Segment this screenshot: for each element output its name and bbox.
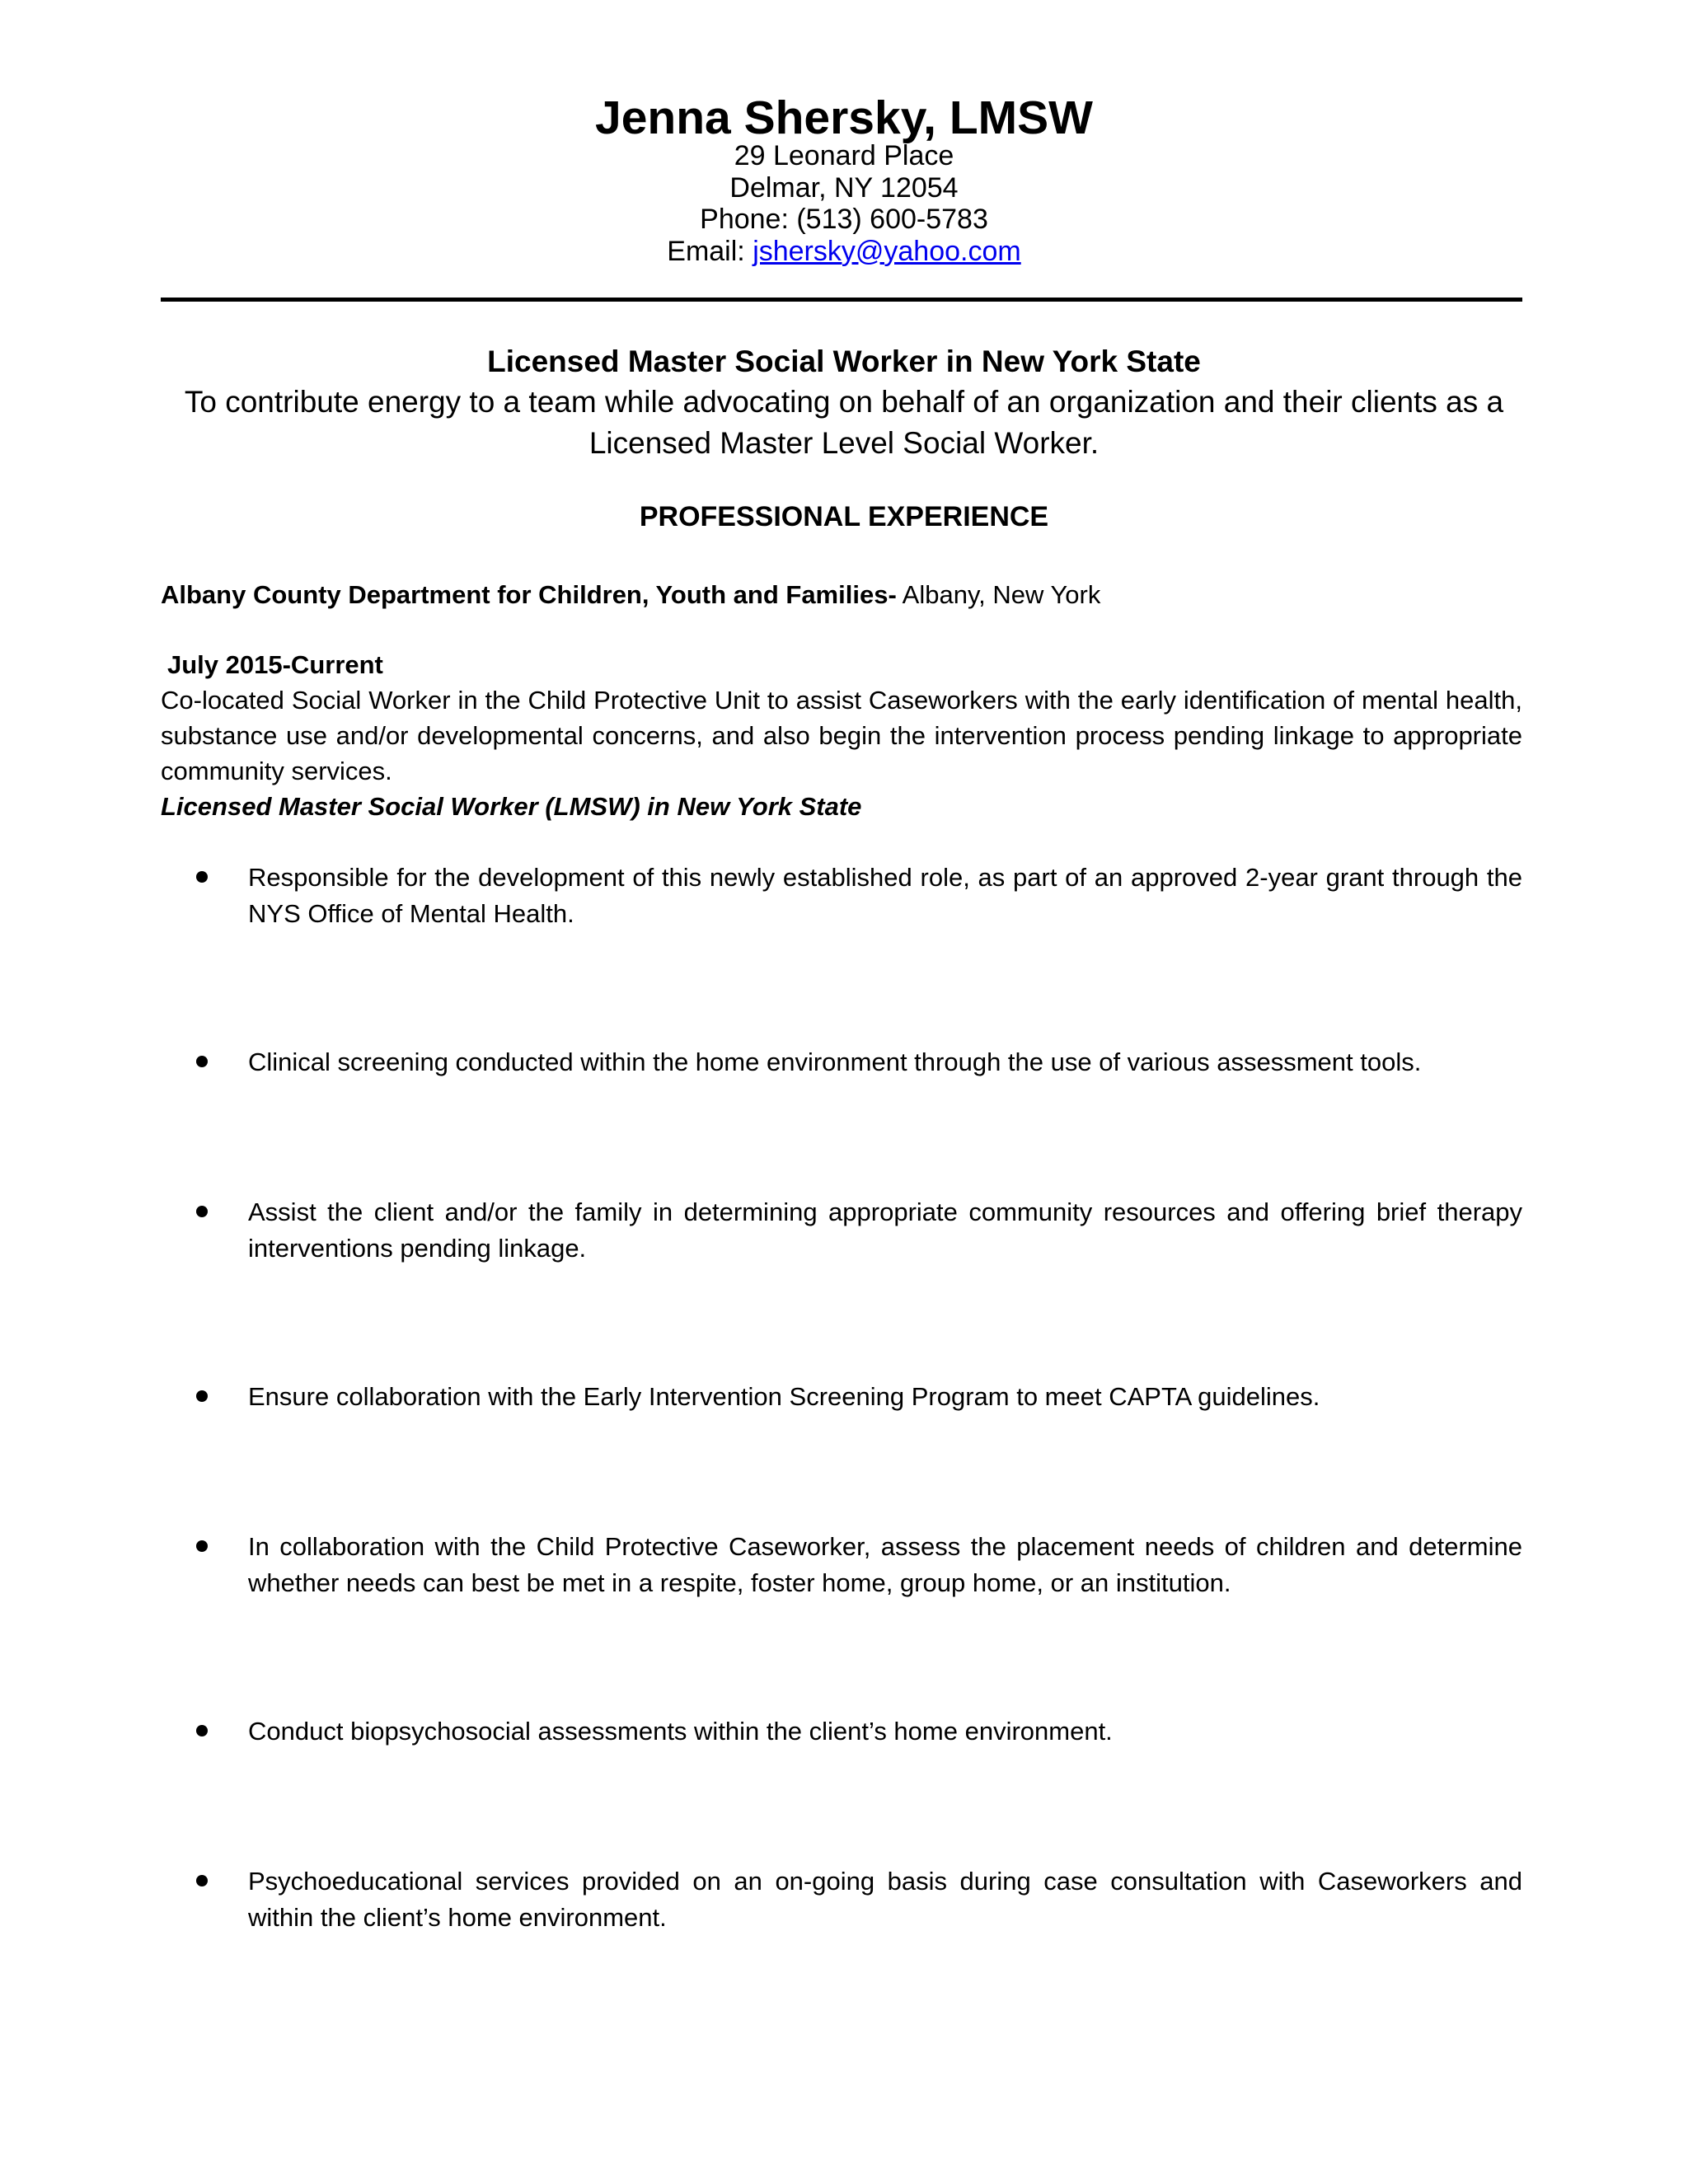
email-line bbox=[0, 236, 1688, 268]
bullet-text: Responsible for the development of this newly established role, as part of an approved 2-year grant through the NYS Office of Mental Health. bbox=[248, 863, 1522, 928]
bullet-icon bbox=[196, 1390, 208, 1402]
contact-block bbox=[0, 140, 1688, 267]
candidate-name: Jenna Shersky, LMSW bbox=[595, 91, 1093, 144]
bullet-text: In collaboration with the Child Protective Caseworker, assess the placement needs of children and determine whether needs can best be met in a respite, foster home, group home, or an institution. bbox=[248, 1532, 1522, 1597]
bullet-icon bbox=[196, 1206, 208, 1217]
address-line-1: 29 Leonard Place bbox=[734, 140, 954, 171]
bullet-icon bbox=[196, 1056, 208, 1067]
bullet-text: Psychoeducational services provided on an on-going basis during case consultation with Caseworkers and within the client’s home environment. bbox=[248, 1867, 1522, 1932]
employer-location: Albany, New York bbox=[896, 580, 1101, 609]
email-label: Email: bbox=[667, 235, 753, 267]
bullet-icon bbox=[196, 1725, 208, 1736]
phone-line: Phone: (513) 600-5783 bbox=[700, 204, 988, 235]
job-role: Licensed Master Social Worker (LMSW) in New York State bbox=[161, 792, 862, 821]
employer-name: Albany County Department for Children, Youth and Families- bbox=[161, 580, 897, 609]
bullet-text: Ensure collaboration with the Early Intervention Screening Program to meet CAPTA guidelines. bbox=[248, 1382, 1320, 1411]
objective-text: To contribute energy to a team while advocating on behalf of an organization and their clients as a Licensed Master Level Social Worker. bbox=[184, 385, 1504, 460]
objective-statement bbox=[0, 382, 1688, 464]
bullet-text: Assist the client and/or the family in determining appropriate community resources and offering brief therapy interventions pending linkage. bbox=[248, 1197, 1522, 1263]
bullet-icon bbox=[196, 1875, 208, 1886]
address-line-2: Delmar, NY 12054 bbox=[729, 171, 959, 204]
bullet-icon bbox=[196, 1540, 208, 1552]
license-title: Licensed Master Social Worker in New York State bbox=[487, 344, 1201, 378]
email-link[interactable]: jshersky@yahoo.com bbox=[753, 235, 1021, 267]
bullet-icon bbox=[196, 871, 208, 883]
header-divider bbox=[161, 298, 1522, 302]
job-summary: Co-located Social Worker in the Child Protective Unit to assist Caseworkers with the early identification of mental health, substance use and/or developmental concerns, and also begin the intervention process pending linkage to appropriate community services. bbox=[161, 686, 1522, 785]
bullet-text: Clinical screening conducted within the home environment through the use of various assessment tools. bbox=[248, 1047, 1422, 1076]
employer-line bbox=[161, 577, 1100, 613]
bullet-text: Conduct biopsychosocial assessments within the client’s home environment. bbox=[248, 1717, 1113, 1746]
section-heading-experience: PROFESSIONAL EXPERIENCE bbox=[639, 501, 1049, 532]
job-dates: July 2015-Current bbox=[167, 650, 383, 679]
